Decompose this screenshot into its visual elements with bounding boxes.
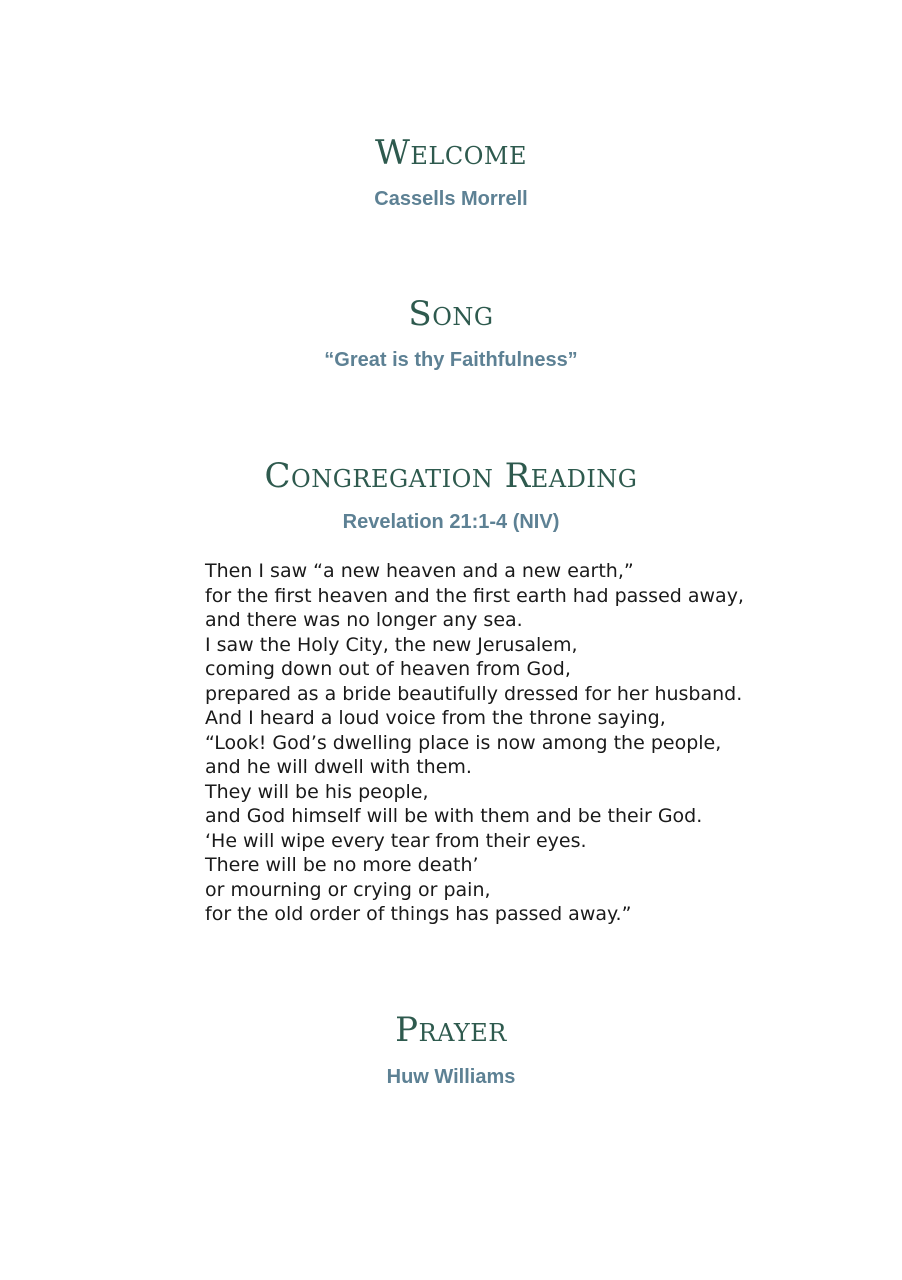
reading-line: or mourning or crying or pain,: [205, 878, 491, 901]
reading-line: for the first heaven and the first earth had passed away,: [205, 584, 744, 607]
reading-line: Then I saw “a new heaven and a new earth,”: [205, 560, 634, 582]
reading-line: They will be his people,: [205, 780, 429, 803]
song-title: “Great is thy Faithfulness”: [324, 349, 578, 371]
reading-line: and there was no longer any sea.: [205, 609, 523, 631]
reading-line: “Look! God’s dwelling place is now among the people,: [205, 731, 722, 754]
song-heading: Song: [408, 294, 494, 334]
welcome-heading: Welcome: [374, 133, 528, 173]
reading-line: prepared as a bride beautifully dressed for her husband.: [205, 682, 743, 705]
reading-line: and he will dwell with them.: [205, 756, 472, 778]
reading-reference: Revelation 21:1-4 (NIV): [342, 511, 560, 533]
reading-line: ‘He will wipe every tear from their eyes.: [205, 829, 587, 852]
prayer-heading: Prayer: [395, 1010, 507, 1050]
reading-text: [205, 559, 805, 927]
prayer-leader: Huw Williams: [386, 1066, 516, 1088]
reading-line: I saw the Holy City, the new Jerusalem,: [205, 633, 578, 656]
welcome-speaker: Cassells Morrell: [374, 188, 528, 210]
reading-line: for the old order of things has passed away.”: [205, 903, 632, 925]
reading-line: And I heard a loud voice from the throne saying,: [205, 707, 666, 729]
reading-line: coming down out of heaven from God,: [205, 658, 571, 680]
reading-line: There will be no more death’: [205, 854, 479, 876]
reading-line: and God himself will be with them and be their God.: [205, 805, 703, 827]
congregation-reading-heading: Congregation Reading: [264, 456, 638, 496]
